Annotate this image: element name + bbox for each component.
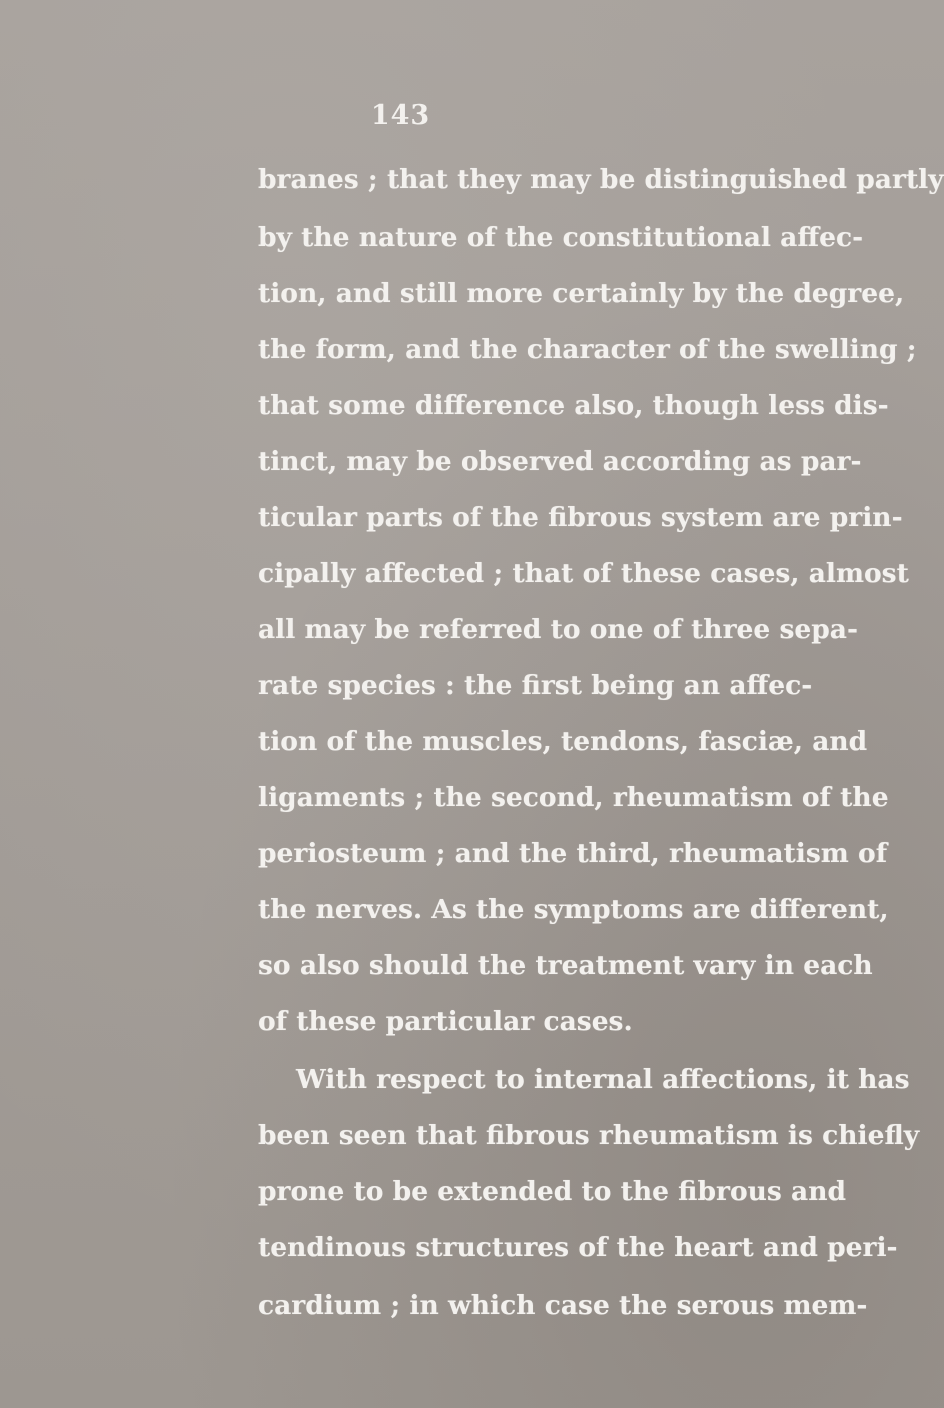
- page-number: 143: [370, 100, 431, 131]
- text-line: branes ; that they may be distinguished partly: [258, 164, 944, 195]
- text-line: that some difference also, though less dis-: [258, 390, 889, 421]
- text-line: ticular parts of the fibrous system are prin-: [258, 502, 903, 533]
- text-line: periosteum ; and the third, rheumatism of: [258, 838, 888, 869]
- text-line: cipally affected ; that of these cases, almost: [258, 558, 909, 589]
- text-line: the form, and the character of the swelling ;: [258, 334, 917, 365]
- text-line: tion, and still more certainly by the degree,: [258, 278, 905, 309]
- text-line: so also should the treatment vary in each: [258, 950, 873, 981]
- text-line: the nerves. As the symptoms are different,: [258, 894, 889, 925]
- text-line: tendinous structures of the heart and peri-: [258, 1232, 898, 1263]
- text-line: tinct, may be observed according as par-: [258, 446, 862, 477]
- text-line: by the nature of the constitutional affec-: [258, 222, 864, 253]
- text-line: rate species : the first being an affec-: [258, 670, 813, 701]
- text-line: prone to be extended to the fibrous and: [258, 1176, 846, 1207]
- text-line: all may be referred to one of three sepa-: [258, 614, 858, 645]
- text-line: ligaments ; the second, rheumatism of the: [258, 782, 889, 813]
- text-line: With respect to internal affections, it has: [296, 1064, 910, 1095]
- text-line: been seen that fibrous rheumatism is chiefly: [258, 1120, 920, 1151]
- text-line: cardium ; in which case the serous mem-: [258, 1290, 868, 1321]
- text-line: tion of the muscles, tendons, fasciæ, and: [258, 726, 868, 757]
- text-line: of these particular cases.: [258, 1006, 633, 1037]
